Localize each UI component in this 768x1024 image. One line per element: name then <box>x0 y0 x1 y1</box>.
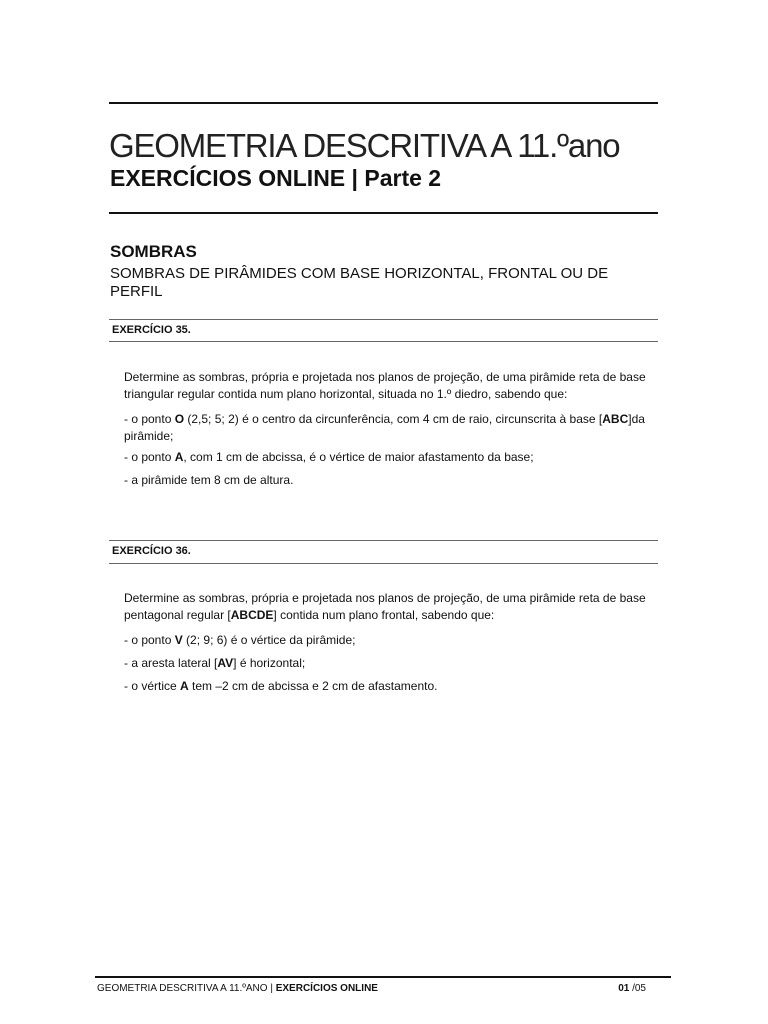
exercise-36-intro: Determine as sombras, própria e projetada nos planos de projeção, de uma pirâmide reta de base pentagonal regular [ABCDE] contida num plano frontal, sabendo que: <box>124 591 646 622</box>
exercise-35-item-2: - o ponto A, com 1 cm de abcissa, é o vértice de maior afastamento da base; <box>124 450 534 464</box>
header-bottom-rule <box>109 212 658 214</box>
exercise-35-top-rule <box>109 319 658 320</box>
exercise-35-intro: Determine as sombras, própria e projetada nos planos de projeção, de uma pirâmide reta de base triangular regular contida num plano horizontal, situada no 1.º diedro, sabendo que: <box>124 370 646 401</box>
page-number: 01 /05 <box>618 983 646 994</box>
section-title: SOMBRAS <box>110 242 197 261</box>
header-top-rule <box>109 102 658 104</box>
document-subtitle: EXERCÍCIOS ONLINE | Parte 2 <box>110 165 442 191</box>
footer-rule <box>95 976 671 978</box>
exercise-36-item-3: - o vértice A tem –2 cm de abcissa e 2 cm de afastamento. <box>124 679 438 693</box>
section-subtitle: SOMBRAS DE PIRÂMIDES COM BASE HORIZONTAL, FRONTAL OU DE PERFIL <box>110 265 609 300</box>
exercise-35-label: EXERCÍCIO 35. <box>112 324 191 336</box>
exercise-36-bottom-rule <box>109 563 658 564</box>
document-title: GEOMETRIA DESCRITIVA A 11.ºano <box>109 127 620 164</box>
exercise-36-label: EXERCÍCIO 36. <box>112 545 191 557</box>
footer-document-title: GEOMETRIA DESCRITIVA A 11.ºANO | EXERCÍCIOS ONLINE <box>97 983 378 994</box>
exercise-35-item-3: - a pirâmide tem 8 cm de altura. <box>124 473 294 487</box>
exercise-35-item-1: - o ponto O (2,5; 5; 2) é o centro da circunferência, com 4 cm de raio, circunscrita à base [ABC]da pirâmide; <box>124 412 645 443</box>
exercise-36-top-rule <box>109 540 658 541</box>
exercise-35-bottom-rule <box>109 341 658 342</box>
exercise-36-item-2: - a aresta lateral [AV] é horizontal; <box>124 656 306 670</box>
exercise-36-item-1: - o ponto V (2; 9; 6) é o vértice da pirâmide; <box>124 633 356 647</box>
